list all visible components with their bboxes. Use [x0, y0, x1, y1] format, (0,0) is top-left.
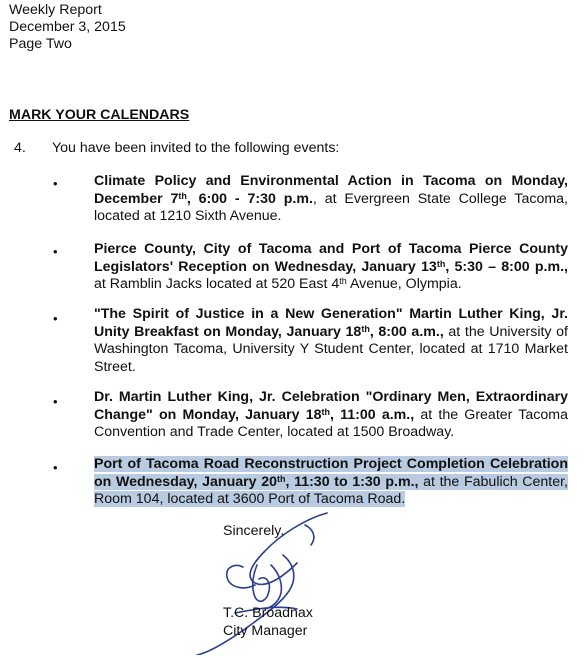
ordinal-suffix: th [321, 406, 331, 417]
event-location-end: Avenue, Olympia. [346, 276, 462, 293]
closing-text: Sincerely, [223, 523, 285, 539]
bullet-icon: • [53, 460, 58, 475]
ordinal-suffix: th [178, 190, 187, 201]
ordinal-suffix: th [339, 276, 347, 287]
intro-text: You have been invited to the following events: [52, 140, 340, 156]
event-time: , 11:00 a.m., [330, 406, 415, 423]
ordinal-suffix: th [436, 258, 446, 269]
section-title: MARK YOUR CALENDARS [9, 107, 190, 123]
bullet-icon: • [53, 244, 58, 259]
event-location: at Ramblin Jacks located at 520 East 4 [94, 276, 340, 293]
event-item [94, 389, 568, 442]
bullet-icon: • [53, 311, 58, 326]
bullet-icon: • [53, 176, 58, 191]
selection-highlight[interactable] [94, 456, 568, 507]
event-location: at the Fabulich Center, Room 104, located at 3600 Port of Tacoma Road. [94, 473, 569, 508]
event-time: , 5:30 – 8:00 p.m., [445, 258, 568, 275]
item-number: 4. [14, 140, 26, 156]
event-location: at the University of Washington Tacoma, University Y Student Center, located at 1710 Market Street. [94, 323, 568, 375]
event-item-selected[interactable] [94, 456, 568, 509]
event-location: at the Greater Tacoma Convention and Trade Center, located at 1500 Broadway. [94, 406, 568, 441]
signer-name: T.C. Broadnax [223, 605, 313, 621]
ordinal-suffix: th [361, 323, 370, 334]
event-title: Dr. Martin Luther King, Jr. Celebration "Ordinary Men, Extraordinary Change" on Monday, January 18 [94, 389, 568, 423]
event-location: , at Evergreen State College Tacoma, located at 1210 Sixth Avenue. [94, 190, 569, 225]
event-time: , 11:30 to 1:30 p.m., [285, 473, 419, 490]
event-title: Pierce County, City of Tacoma and Port of Tacoma Pierce County Legislators' Reception on Wednesday, January 13 [94, 241, 568, 275]
event-title: "The Spirit of Justice in a New Generation" Martin Luther King, Jr. Unity Breakfast on Monday, January 18 [94, 306, 568, 340]
event-item [94, 306, 568, 376]
report-title: Weekly Report [9, 2, 102, 18]
event-time: , 8:00 a.m., [369, 323, 444, 340]
event-title: Port of Tacoma Road Reconstruction Project Completion Celebration on Wednesday, January 20 [94, 456, 568, 490]
event-time: , 6:00 - 7:30 p.m. [186, 190, 313, 207]
report-date: December 3, 2015 [9, 19, 126, 35]
event-item [94, 173, 568, 226]
ordinal-suffix: th [276, 473, 286, 484]
bullet-icon: • [53, 394, 58, 409]
page-number: Page Two [9, 36, 72, 52]
event-title: Climate Policy and Environmental Action in Tacoma on Monday, December 7 [94, 173, 568, 207]
event-item [94, 241, 568, 294]
signer-title: City Manager [223, 623, 308, 639]
